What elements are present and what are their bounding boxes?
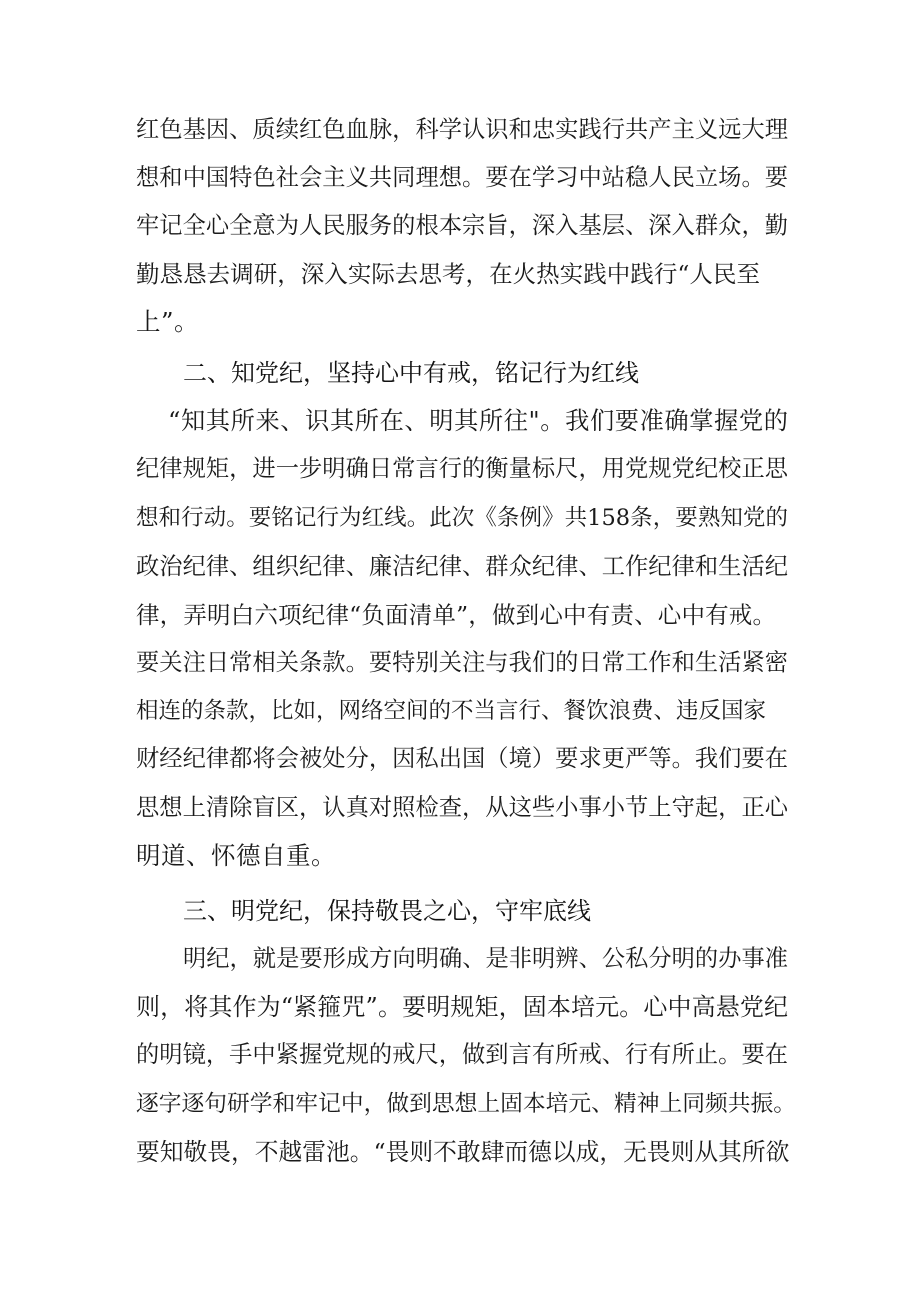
paragraph-2-line-9: 思想上清除盲区，认真对照检查，从这些小事小节上守起，正心 (136, 794, 788, 821)
section-heading-2: 二、知党纪，坚持心中有戒，铭记行为红线 (183, 359, 639, 387)
paragraph-2-line-6: 要关注日常相关条款。要特别关注与我们的日常工作和生活紧密 (136, 649, 788, 676)
paragraph-3-line-1: 明纪，就是要形成方向明确、是非明辨、公私分明的办事准 (183, 945, 788, 972)
paragraph-3-line-3: 的明镜，手中紧握党规的戒尺，做到言有所戒、行有所止。要在 (136, 1041, 788, 1068)
section-heading-3: 三、明党纪，保持敬畏之心，守牢底线 (183, 897, 591, 925)
paragraph-3-line-5: 要知敬畏，不越雷池。“畏则不敢肆而德以成，无畏则从其所欲 (136, 1138, 790, 1166)
paragraph-2-line-2: 纪律规矩，进一步明确日常言行的衡量标尺，用党规党纪校正思 (136, 455, 788, 482)
paragraph-2-line-10: 明道、怀德自重。 (136, 841, 336, 870)
paragraph-3-line-4: 逐字逐句研学和牢记中，做到思想上固本培元、精神上同频共振。 (136, 1091, 796, 1117)
paragraph-2-line-8: 财经纪律都将会被处分，因私出国（境）要求更严等。我们要在 (136, 745, 788, 772)
paragraph-2-line-1: “知其所来、识其所在、明其所往"。我们要准确掌握党的 (168, 406, 788, 435)
paragraph-3-line-2: 则，将其作为“紧箍咒”。要明规矩，固本培元。心中高悬党纪 (136, 993, 788, 1021)
paragraph-2-line-4: 政治纪律、组织纪律、廉洁纪律、群众纪律、工作纪律和生活纪 (136, 553, 788, 580)
paragraph-1-line-4: 勤恳恳去调研，深入实际去思考，在火热实践中践行“人民至 (136, 260, 760, 288)
paragraph-1-line-3: 牢记全心全意为人民服务的根本宗旨，深入基层、深入群众，勤 (136, 212, 788, 239)
paragraph-2-line-5: 律，弄明白六项纪律“负面清单”，做到心中有责、心中有戒。 (136, 601, 776, 629)
paragraph-2-line-7: 相连的条款，比如，网络空间的不当言行、餐饮浪费、违反国家 (136, 698, 767, 724)
paragraph-2-line-3: 想和行动。要铭记行为红线。此次《条例》共158条，要熟知党的 (136, 505, 788, 531)
paragraph-1-line-1: 红色基因、质续红色血脉，科学认识和忠实践行共产主义远大理 (136, 116, 788, 143)
paragraph-1-line-2: 想和中国特色社会主义共同理想。要在学习中站稳人民立场。要 (136, 164, 788, 191)
paragraph-1-line-5: 上”。 (136, 307, 200, 336)
